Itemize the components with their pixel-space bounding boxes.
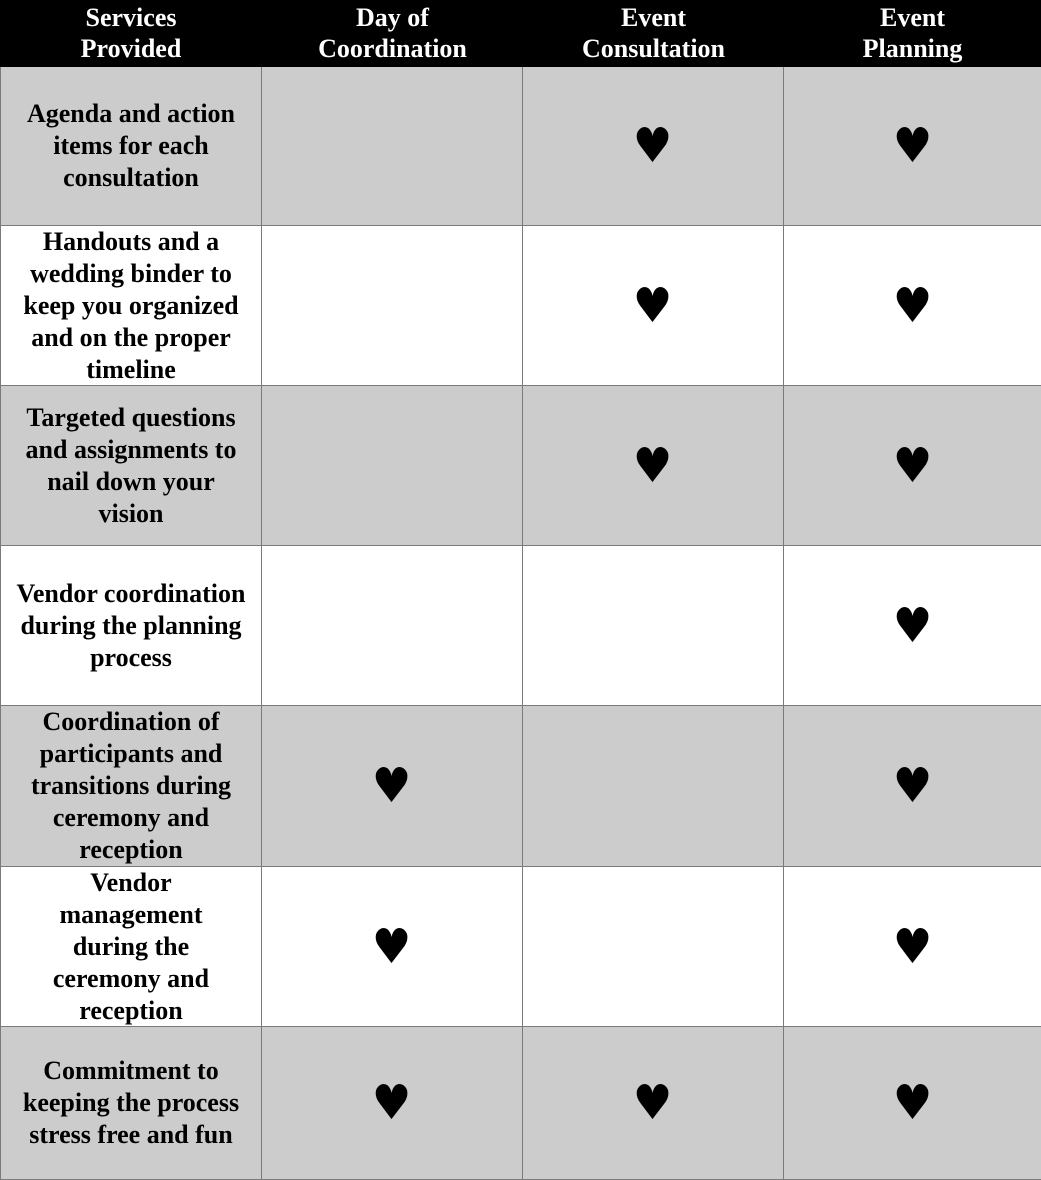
heart-icon: ♥ (633, 277, 673, 334)
service-cell (0, 226, 262, 386)
cell-event-planning (784, 546, 1041, 706)
heart-icon: ♥ (892, 597, 933, 654)
service-cell (0, 67, 262, 226)
service-label: Vendor coordination during the planning process (16, 578, 246, 672)
header-label: Day of Coordination (318, 3, 467, 63)
heart-icon: ♥ (892, 277, 933, 334)
service-label: Vendor management during the ceremony and reception (52, 867, 210, 1025)
heart-icon: ♥ (372, 918, 412, 975)
service-label: Commitment to keeping the process stress free and fun (22, 1056, 240, 1149)
service-cell (0, 1027, 262, 1180)
cell-event-consultation (523, 706, 784, 867)
service-label: Agenda and action items for each consultation (26, 99, 236, 192)
cell-day-of-coordination (262, 386, 523, 546)
cell-event-consultation (523, 546, 784, 706)
header-label: Event Planning (862, 3, 963, 63)
header-event-consultation (523, 0, 784, 67)
cell-event-consultation (523, 1027, 784, 1180)
heart-icon: ♥ (633, 1075, 673, 1131)
cell-event-planning (784, 706, 1041, 867)
cell-event-planning (784, 386, 1041, 546)
heart-icon: ♥ (372, 1075, 412, 1131)
cell-day-of-coordination (262, 867, 523, 1027)
cell-event-planning (784, 226, 1041, 386)
service-label: Handouts and a wedding binder to keep you organized and on the proper timeline (23, 226, 239, 384)
cell-event-planning (784, 1027, 1041, 1180)
cell-day-of-coordination (262, 1027, 523, 1180)
cell-day-of-coordination (262, 546, 523, 706)
heart-icon: ♥ (633, 118, 673, 174)
service-cell (0, 867, 262, 1027)
heart-icon: ♥ (892, 918, 933, 975)
header-label: Event Consultation (581, 3, 726, 63)
cell-event-consultation (523, 226, 784, 386)
cell-event-planning (784, 867, 1041, 1027)
header-services-provided (0, 0, 262, 67)
heart-icon: ♥ (372, 758, 412, 814)
heart-icon: ♥ (892, 1075, 933, 1131)
service-cell (0, 546, 262, 706)
cell-event-consultation (523, 386, 784, 546)
heart-icon: ♥ (892, 758, 933, 814)
cell-day-of-coordination (262, 706, 523, 867)
service-label: Coordination of participants and transitions during ceremony and reception (30, 707, 232, 864)
header-event-planning (784, 0, 1041, 67)
service-cell (0, 386, 262, 546)
cell-event-consultation (523, 867, 784, 1027)
cell-event-consultation (523, 67, 784, 226)
heart-icon: ♥ (892, 118, 933, 174)
cell-event-planning (784, 67, 1041, 226)
header-label: Services Provided (80, 3, 182, 63)
service-label: Targeted questions and assignments to nail down your vision (25, 402, 237, 528)
service-cell (0, 706, 262, 867)
cell-day-of-coordination (262, 226, 523, 386)
cell-day-of-coordination (262, 67, 523, 226)
heart-icon: ♥ (892, 437, 933, 494)
header-day-of-coordination (262, 0, 523, 67)
heart-icon: ♥ (633, 437, 673, 494)
